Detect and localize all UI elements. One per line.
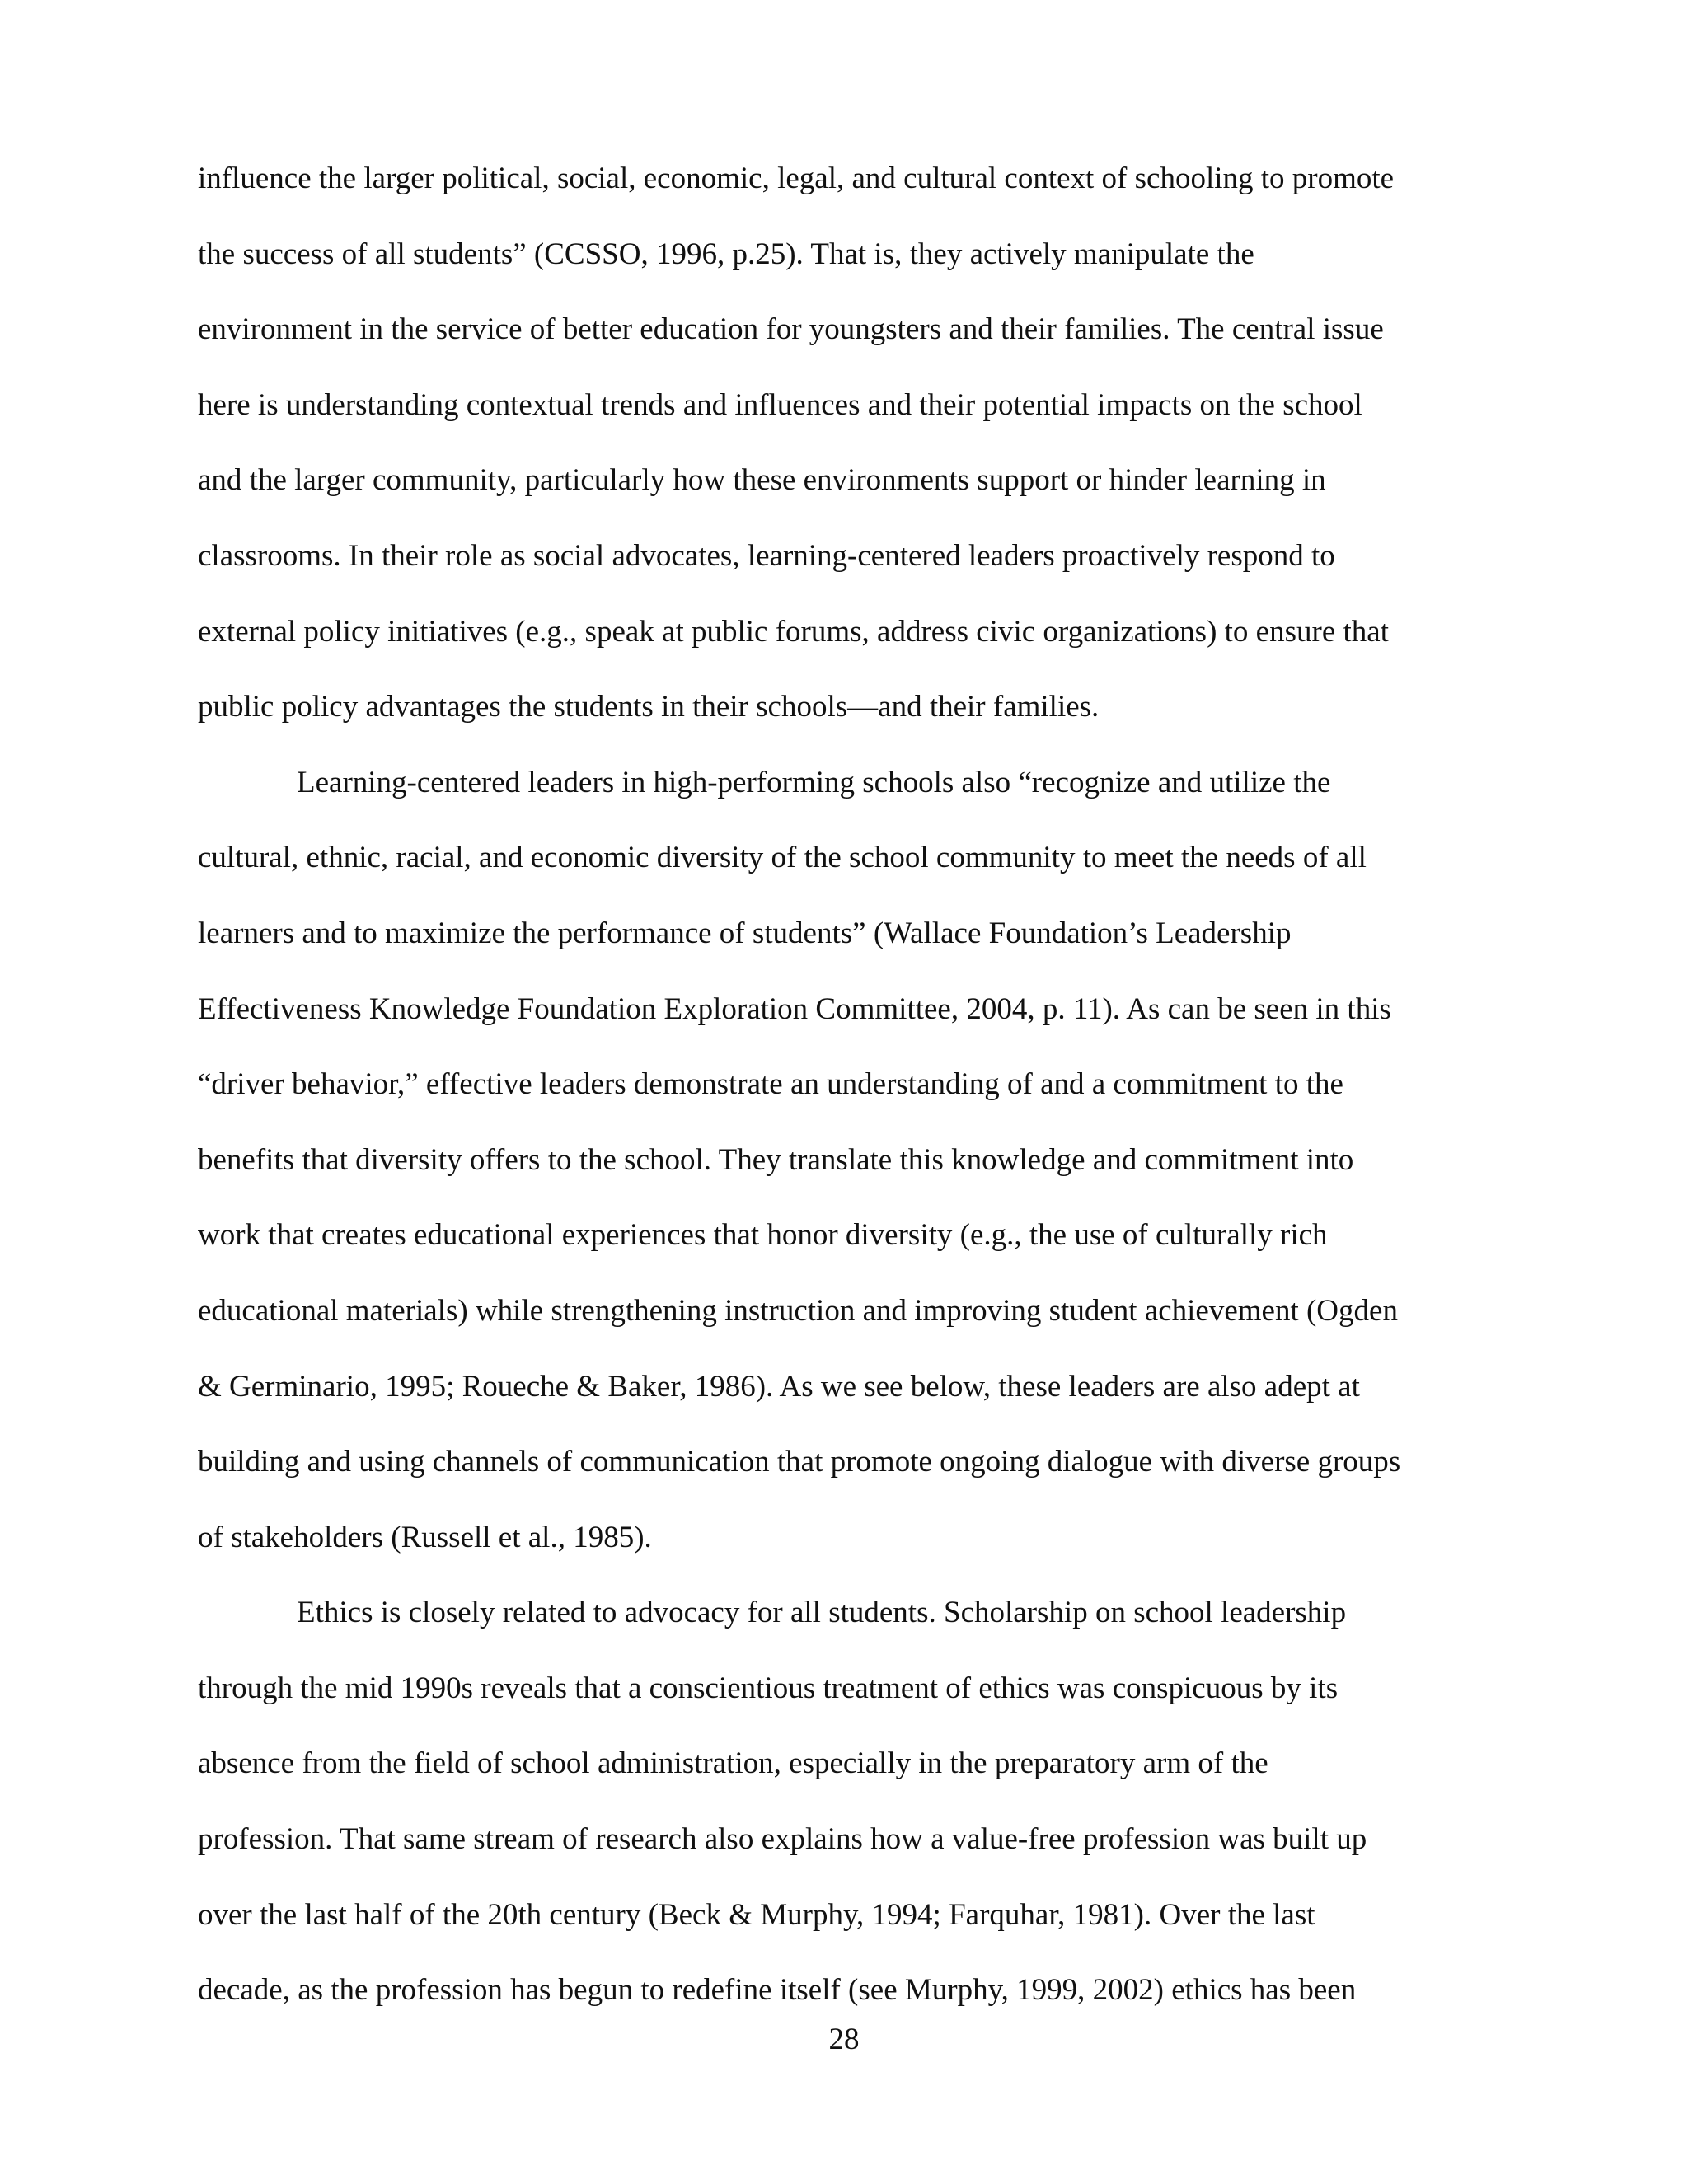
text-line: public policy advantages the students in their schools—and their families. [198, 690, 1100, 724]
body-text [198, 150, 1517, 2037]
text-line: external policy initiatives (e.g., speak at public forums, address civic organizations) to ensure that [198, 614, 1389, 649]
text-line: & Germinario, 1995; Roueche & Baker, 1986). As we see below, these leaders are also adept at [198, 1369, 1360, 1404]
paragraph-first-line: Ethics is closely related to advocacy for all students. Scholarship on school leadership [297, 1596, 1347, 1630]
text-line: learners and to maximize the performance of students” (Wallace Foundation’s Leadership [198, 916, 1292, 950]
text-line: environment in the service of better education for youngsters and their families. The central issue [198, 312, 1384, 347]
text-line: through the mid 1990s reveals that a conscientious treatment of ethics was conspicuous by its [198, 1671, 1339, 1705]
text-line: educational materials) while strengthening instruction and improving student achievement (Ogden [198, 1293, 1398, 1328]
text-line: classrooms. In their role as social advocates, learning-centered leaders proactively respond to [198, 538, 1335, 573]
text-line: benefits that diversity offers to the school. They translate this knowledge and commitment into [198, 1142, 1354, 1177]
text-line: and the larger community, particularly how these environments support or hinder learning in [198, 463, 1326, 498]
text-line: profession. That same stream of research also explains how a value-free profession was built up [198, 1822, 1367, 1857]
paragraph-first-line: Learning-centered leaders in high-performing schools also “recognize and utilize the [297, 765, 1331, 799]
text-line: decade, as the profession has begun to redefine itself (see Murphy, 1999, 2002) ethics has been [198, 1973, 1357, 2008]
text-line: of stakeholders (Russell et al., 1985). [198, 1520, 652, 1554]
text-line: absence from the field of school administration, especially in the preparatory arm of the [198, 1746, 1268, 1781]
text-line: work that creates educational experiences that honor diversity (e.g., the use of culturally rich [198, 1218, 1328, 1253]
text-line: over the last half of the 20th century (Beck & Murphy, 1994; Farquhar, 1981). Over the last [198, 1897, 1315, 1932]
text-line: influence the larger political, social, economic, legal, and cultural context of schooling to promote [198, 162, 1395, 195]
text-line: Effectiveness Knowledge Foundation Exploration Committee, 2004, p. 11). As can be seen in this [198, 991, 1391, 1026]
text-line: here is understanding contextual trends and influences and their potential impacts on the school [198, 387, 1362, 422]
text-line: building and using channels of communication that promote ongoing dialogue with diverse groups [198, 1445, 1401, 1479]
text-line: cultural, ethnic, racial, and economic diversity of the school community to meet the needs of all [198, 841, 1367, 875]
text-line: the success of all students” (CCSSO, 1996, p.25). That is, they actively manipulate the [198, 237, 1254, 271]
page-number: 28 [828, 2022, 860, 2056]
text-line: “driver behavior,” effective leaders demonstrate an understanding of and a commitment to the [198, 1067, 1343, 1102]
